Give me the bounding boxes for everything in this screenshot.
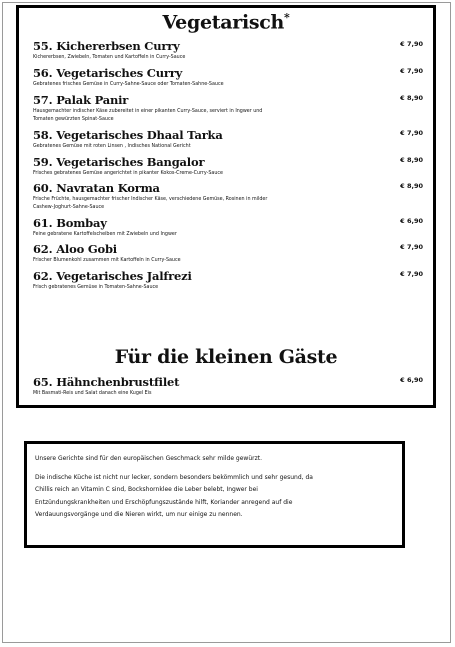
menu-item-name: 65. Hähnchenbrustfilet [33,375,180,389]
menu-item-price: € 7,90 [400,40,423,48]
menu-item [33,93,423,124]
note-seasoning-text: Unsere Gerichte sind für den europäischen Geschmack sehr milde gewürzt. [35,455,263,462]
menu-item-description: Frische Früchte, hausgemachter frischer Indischer Käse, verschiedene Gemüse, Rosinen in milder [33,197,268,202]
menu-item-name: 55. Kichererbsen Curry [33,39,180,53]
menu-item-description: Frischer Blumenkohl zusammen mit Kartoffeln in Curry-Sauce [33,258,181,263]
note-line: Entzündungskrankheiten und Erschöpfungszustände hilft, Koriander anregend auf die [35,498,293,506]
menu-item-price: € 6,90 [400,217,423,225]
menu-item-description: Feine gebratene Kartoffelscheiben mit Zwiebeln und Ingwer [33,232,177,237]
menu-item-description: Tomaten gewürzten Spinat-Sauce [33,117,114,122]
menu-item-name: 56. Vegetarisches Curry [33,66,183,80]
menu-item-description: Hausgemachter indischer Käse zubereitet in einer pikanten Curry-Sauce, serviert in Ingwer und [33,109,263,114]
menu-item-description: Frisches gebratenes Gemüse angerichtet in pikanter Kokos-Creme-Curry-Sauce [33,171,223,176]
menu-item [33,39,423,62]
menu-item [33,216,423,239]
menu-item [33,181,423,212]
menu-item-description: Cashew-Joghurt-Sahne-Sauce [33,205,105,210]
menu-item-name: 58. Vegetarisches Dhaal Tarka [33,128,223,142]
info-note-box [24,441,405,548]
menu-item-description: Kichererbsen, Zwiebeln, Tomaten und Kartoffeln in Curry-Sauce [33,55,186,60]
menu-item-name: 57. Palak Panir [33,93,129,107]
vegetarian-section-title [19,11,433,33]
menu-item [33,242,423,265]
vegetarian-title-text: Vegetarisch [162,11,285,34]
menu-item-price: € 7,90 [400,270,423,278]
menu-item-description: Gebratenes Gemüse mit roten Linsen , Indisches National Gericht [33,144,191,149]
vegetarian-menu-box [16,5,436,408]
menu-item-price: € 6,90 [400,376,423,384]
menu-item-price: € 8,90 [400,156,423,164]
menu-item-name: 62. Vegetarisches Jalfrezi [33,269,192,283]
menu-item-price: € 7,90 [400,129,423,137]
menu-item [33,269,423,292]
menu-item-description: Mit Basmati-Reis und Salat danach eine Kugel Eis [33,391,152,396]
note-line: Verdauungsvorgänge und die Nieren wirkt, um nur einige zu nennen. [35,511,243,518]
vegetarian-title-mark: * [284,11,290,24]
menu-item [33,155,423,178]
menu-item-name: 59. Vegetarisches Bangalor [33,155,205,169]
menu-item-name: 62. Aloo Gobi [33,242,117,256]
menu-item-price: € 7,90 [400,243,423,251]
menu-item-price: € 8,90 [400,182,423,190]
menu-item-description: Frisch gebratenes Gemüse in Tomaten-Sahne-Sauce [33,285,159,290]
menu-item-name: 61. Bombay [33,216,107,230]
menu-item-name: 60. Navratan Korma [33,181,160,195]
note-line: Die indische Küche ist nicht nur lecker, sondern besonders bekömmlich und sehr gesund, da [35,473,313,481]
menu-item [33,375,423,398]
note-line: Chillis reich an Vitamin C sind, Bockshornklee die Leber belebt, Ingwer bei [35,486,258,493]
menu-item [33,66,423,89]
kids-section-title: Für die kleinen Gäste [114,346,338,368]
menu-item-description: Gebratenes frisches Gemüse in Curry-Sahne-Sauce oder Tomaten-Sahne-Sauce [33,82,224,87]
menu-item-price: € 8,90 [400,94,423,102]
menu-item [33,128,423,151]
menu-item-price: € 7,90 [400,67,423,75]
note-health-text [35,472,394,522]
